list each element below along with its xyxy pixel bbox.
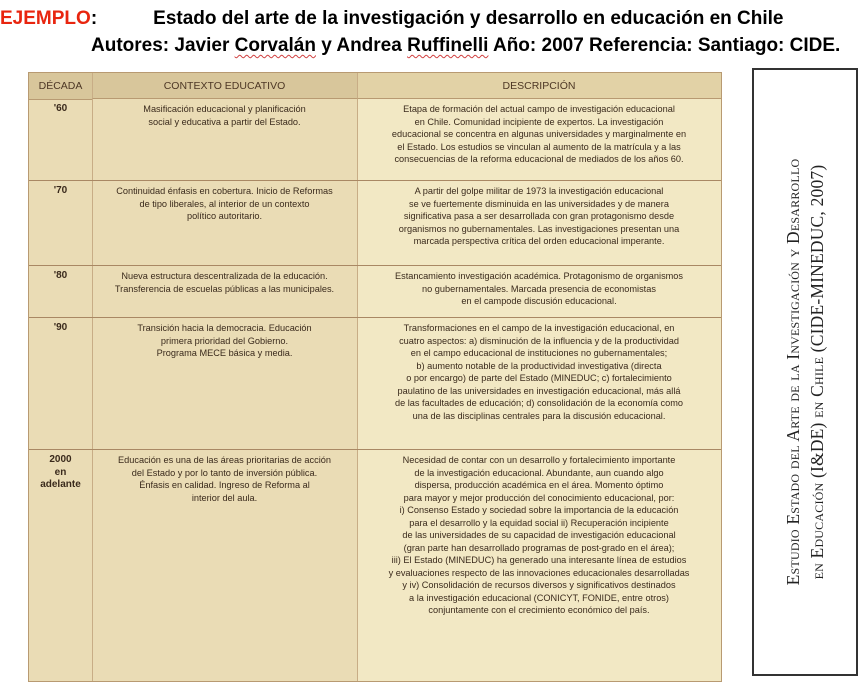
- context-cell-line: Educación es una de las áreas prioritarias de acción: [118, 455, 331, 465]
- description-cell: [360, 185, 718, 248]
- description-cell-line: i) Consenso Estado y sociedad sobre la importancia de la educación: [399, 505, 679, 515]
- decade-cell: [29, 454, 92, 492]
- decade-cell-line: adelante: [40, 479, 81, 490]
- authors-prefix: Autores: Javier: [91, 35, 230, 56]
- description-cell-line: organismos no gubernamentales. Las investigaciones presentan una: [398, 223, 680, 234]
- description-cell-line: el Estado. Los estudios se vinculan al aumento de la matrícula y a las: [397, 141, 681, 152]
- description-cell-line: en el campo educacional de instituciones no gubernamentales;: [410, 348, 668, 358]
- description-cell-line: Etapa de formación del actual campo de investigación educacional: [403, 104, 675, 114]
- context-cell-line: social y educativa a partir del Estado.: [148, 116, 301, 127]
- example-colon: :: [90, 8, 98, 29]
- context-cell-line: Nueva estructura descentralizada de la educación.: [121, 271, 328, 281]
- column-header-decade: DÉCADA: [38, 80, 83, 92]
- side-title-line2: en Educación (I&DE) en Chile (CIDE-MINEDUC, 2007): [807, 164, 827, 580]
- author1-last-name: Corvalán: [234, 35, 316, 56]
- description-cell-line: y iv) Consolidación de recursos diversos y significativos destinados: [402, 580, 676, 590]
- description-cell-line: Necesidad de contar con un desarrollo y fortalecimiento importante: [402, 455, 676, 465]
- description-cell-line: una de las disciplinas centrales para la discusión educacional.: [412, 410, 666, 421]
- description-cell-line: no gubernamentales. Marcada presencia de economistas: [422, 283, 656, 294]
- description-cell: [360, 454, 718, 617]
- decade-cell-line: 2000: [49, 454, 72, 465]
- side-title-line1: Estudio Estado del Arte de la Investigación y Desarrollo: [783, 158, 803, 586]
- context-cell-line: Énfasis en calidad. Ingreso de Reforma al: [139, 480, 310, 490]
- decade-cell-line: '70: [53, 185, 68, 196]
- context-cell-line: Transferencia de escuelas públicas a las municipales.: [114, 283, 335, 294]
- description-cell-line: A partir del golpe militar de 1973 la investigación educacional: [414, 186, 664, 196]
- description-cell-line: para el desarrollo y la equidad social ii) Recuperación incipiente: [409, 517, 669, 528]
- decade-cell: [29, 185, 92, 198]
- context-cell-line: primera prioridad del Gobierno.: [160, 335, 289, 346]
- decade-cell: [29, 270, 92, 283]
- context-cell-line: Transición hacia la democracia. Educación: [137, 323, 312, 333]
- row-divider: [29, 265, 721, 266]
- row-divider: [29, 449, 721, 450]
- description-cell-line: para mayor y mejor producción del conocimiento educacional, por:: [403, 492, 675, 503]
- description-cell-line: en Chile. Comunidad incipiente de expertos. La investigación: [414, 116, 664, 127]
- authors-mid: y Andrea: [321, 35, 402, 56]
- description-cell: [360, 270, 718, 308]
- decades-table: [28, 72, 722, 682]
- authors-suffix: Año: 2007 Referencia: Santiago: CIDE.: [492, 35, 841, 56]
- context-cell: [95, 322, 354, 360]
- description-cell-line: en el campode discusión educacional.: [461, 296, 617, 306]
- description-cell: [360, 322, 718, 422]
- description-cell-line: cuatro aspectos: a) disminución de la influencia y de la productividad: [399, 335, 679, 346]
- context-cell-line: del Estado y por lo tanto de inversión pública.: [131, 467, 318, 478]
- description-cell-line: Estancamiento investigación académica. Protagonismo de organismos: [394, 271, 684, 281]
- context-cell-line: Masificación educacional y planificación: [143, 104, 306, 114]
- description-cell: [360, 103, 718, 166]
- description-cell-line: b) aumento notable de la productividad investigativa (directa: [416, 360, 662, 371]
- context-cell-line: de tipo liberales, al interior de un contexto: [139, 198, 310, 209]
- example-label: EJEMPLO: [0, 8, 91, 29]
- description-cell-line: consecuencias de la reforma educacional de mediados de los años 60.: [394, 154, 684, 164]
- description-cell-line: y evaluaciones respecto de las innovaciones educacionales desarrolladas: [388, 567, 690, 578]
- context-cell-line: político autoritario.: [186, 211, 263, 221]
- author2-last-name: Ruffinelli: [407, 35, 489, 56]
- decade-column: [29, 73, 92, 681]
- description-cell-line: marcada perspectiva crítica del orden educacional imperante.: [413, 236, 665, 246]
- context-column: [92, 73, 357, 681]
- context-cell: [95, 270, 354, 295]
- context-cell-line: interior del aula.: [191, 492, 258, 503]
- column-header-description: DESCRIPCIÓN: [502, 80, 576, 92]
- description-cell-line: educacional se concentra en algunas universidades y marginalmente en: [391, 129, 687, 139]
- document-title: Estado del arte de la investigación y desarrollo en educación en Chile: [153, 8, 784, 29]
- decade-cell-line: '60: [53, 103, 68, 114]
- description-cell-line: Transformaciones en el campo de la investigación educacional, en: [403, 323, 675, 333]
- description-cell-line: de las universidades de su capacidad de investigación educacional: [402, 530, 676, 540]
- description-cell-line: a la investigación educacional (CONICYT, FONIDE, entre otros): [409, 592, 669, 603]
- authors-line: [91, 35, 840, 57]
- context-cell: [95, 185, 354, 223]
- description-cell-line: o por encargo) de parte del Estado (MINEDUC; c) fortalecimiento: [406, 373, 672, 383]
- context-cell-line: Programa MECE básica y media.: [156, 348, 293, 358]
- description-cell-line: se ve fuertemente disminuida en las universidades y de manera: [409, 198, 669, 209]
- context-cell: [95, 454, 354, 504]
- context-cell-line: Continuidad énfasis en cobertura. Inicio de Reformas: [116, 186, 333, 196]
- description-cell-line: paulatino de las universidades en investigación educacional, más allá: [397, 385, 681, 396]
- description-cell-line: de la investigación educacional. Abundante, aun cuando algo: [414, 467, 664, 478]
- decade-cell: [29, 322, 92, 335]
- description-cell-line: iii) El Estado (MINEDUC) ha generado una interesante línea de estudios: [391, 555, 687, 565]
- side-title-box: [752, 68, 858, 676]
- row-divider: [29, 180, 721, 181]
- decade-cell-line: '80: [53, 270, 68, 281]
- column-header-context: CONTEXTO EDUCATIVO: [163, 80, 286, 92]
- description-cell-line: conjuntamente con el crecimiento económico del país.: [428, 605, 650, 615]
- decade-cell-line: en: [54, 466, 67, 478]
- description-cell-line: dispersa, producción académica en el área. Momento óptimo: [414, 480, 664, 490]
- description-cell-line: significativa pasa a ser desarrollada con gran protagonismo desde: [403, 211, 675, 221]
- row-divider: [29, 317, 721, 318]
- description-cell-line: (gran parte han desarrollado programas de post-grado en el área);: [403, 542, 675, 553]
- context-cell: [95, 103, 354, 128]
- example-title-line: [0, 8, 784, 30]
- decade-cell: [29, 103, 92, 116]
- side-title: [781, 80, 829, 665]
- decade-cell-line: '90: [53, 322, 68, 333]
- description-cell-line: de las facultades de educación; d) consolidación de la economía como: [394, 398, 684, 408]
